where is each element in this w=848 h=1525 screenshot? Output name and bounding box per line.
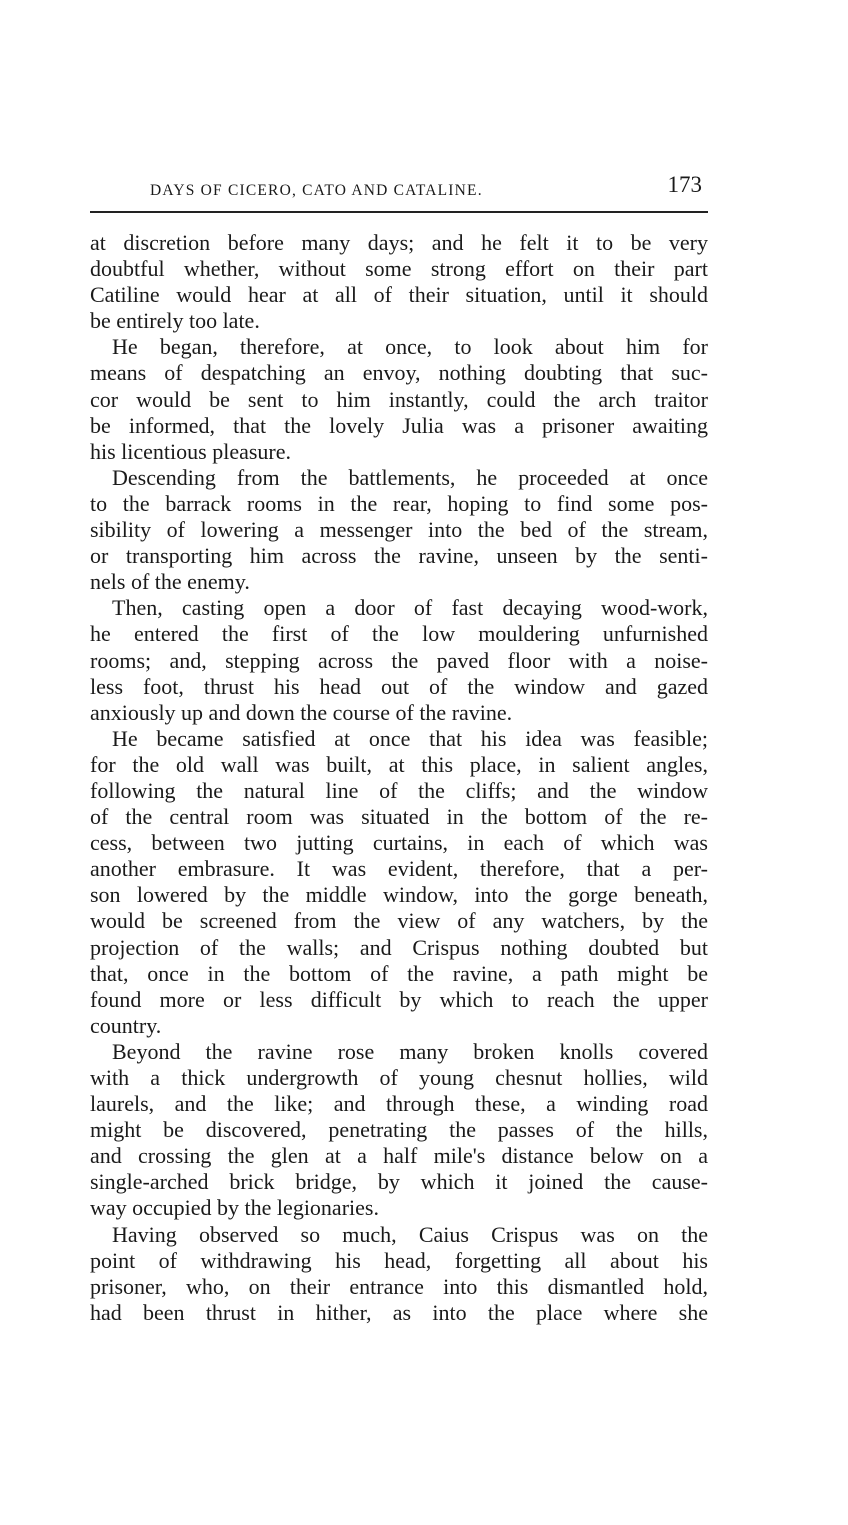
paragraph (90, 1222, 708, 1326)
text-line: he entered the first of the low mouldering unfurnished (90, 621, 708, 647)
text-line: way occupied by the legionaries. (90, 1195, 379, 1221)
text-line: Having observed so much, Caius Crispus was on the (112, 1221, 708, 1247)
text-line: means of despatching an envoy, nothing doubting that suc- (90, 360, 708, 386)
text-line: Then, casting open a door of fast decaying wood-work, (112, 595, 708, 621)
text-line: or transporting him across the ravine, unseen by the senti- (90, 543, 708, 569)
text-line: and crossing the glen at a half mile's distance below on a (90, 1143, 708, 1169)
text-line: prisoner, who, on their entrance into this dismantled hold, (90, 1273, 708, 1299)
text-line: projection of the walls; and Crispus nothing doubted but (90, 934, 708, 960)
text-line: be entirely too late. (90, 308, 260, 334)
text-line: He became satisfied at once that his idea was feasible; (112, 725, 708, 751)
text-line: sibility of lowering a messenger into the bed of the stream, (90, 517, 708, 543)
text-line: country. (90, 1012, 162, 1038)
text-line: cor would be sent to him instantly, could the arch traitor (90, 386, 708, 412)
running-header (90, 172, 710, 204)
paragraph (90, 1039, 708, 1222)
text-line: would be screened from the view of any watchers, by the (90, 908, 708, 934)
page-body-text (90, 230, 708, 1326)
text-line: rooms; and, stepping across the paved floor with a noise- (90, 647, 708, 673)
text-line: found more or less difficult by which to reach the upper (90, 986, 708, 1012)
paragraph (90, 230, 708, 334)
running-title: DAYS OF CICERO, CATO AND CATALINE. (150, 182, 483, 199)
text-line: that, once in the bottom of the ravine, a path might be (90, 960, 708, 986)
text-line: cess, between two jutting curtains, in each of which was (90, 830, 708, 856)
text-line: son lowered by the middle window, into the gorge beneath, (90, 882, 708, 908)
text-line: be informed, that the lovely Julia was a prisoner awaiting (90, 412, 708, 438)
text-line: with a thick undergrowth of young chesnut hollies, wild (90, 1065, 708, 1090)
text-line: Beyond the ravine rose many broken knolls covered (112, 1038, 708, 1064)
text-line: laurels, and the like; and through these, a winding road (90, 1091, 708, 1117)
text-line: of the central room was situated in the bottom of the re- (90, 804, 708, 830)
paragraph (90, 726, 708, 1039)
text-line: anxiously up and down the course of the ravine. (90, 699, 513, 725)
text-line: point of withdrawing his head, forgetting all about his (90, 1247, 708, 1273)
text-line: doubtful whether, without some strong effort on their part (90, 256, 708, 282)
paragraph (90, 465, 708, 595)
paragraph (90, 334, 708, 464)
text-line: at discretion before many days; and he felt it to be very (90, 230, 708, 255)
text-line: to the barrack rooms in the rear, hoping to find some pos- (90, 490, 708, 516)
text-line: might be discovered, penetrating the passes of the hills, (90, 1117, 708, 1143)
text-line: his licentious pleasure. (90, 438, 292, 464)
text-line: single-arched brick bridge, by which it joined the cause- (90, 1169, 708, 1195)
header-rule (90, 211, 708, 213)
text-line: Catiline would hear at all of their situation, until it should (90, 282, 708, 308)
text-line: less foot, thrust his head out of the window and gazed (90, 673, 708, 699)
text-line: Descending from the battlements, he proceeded at once (112, 464, 708, 490)
paragraph (90, 595, 708, 725)
text-line: had been thrust in hither, as into the place where she (90, 1299, 708, 1325)
text-line: following the natural line of the cliffs; and the window (90, 777, 708, 803)
text-line: another embrasure. It was evident, therefore, that a per- (90, 856, 708, 882)
text-line: for the old wall was built, at this place, in salient angles, (90, 751, 708, 777)
text-line: He began, therefore, at once, to look about him for (112, 334, 708, 360)
text-line: nels of the enemy. (90, 569, 250, 595)
page-number: 173 (667, 172, 702, 197)
